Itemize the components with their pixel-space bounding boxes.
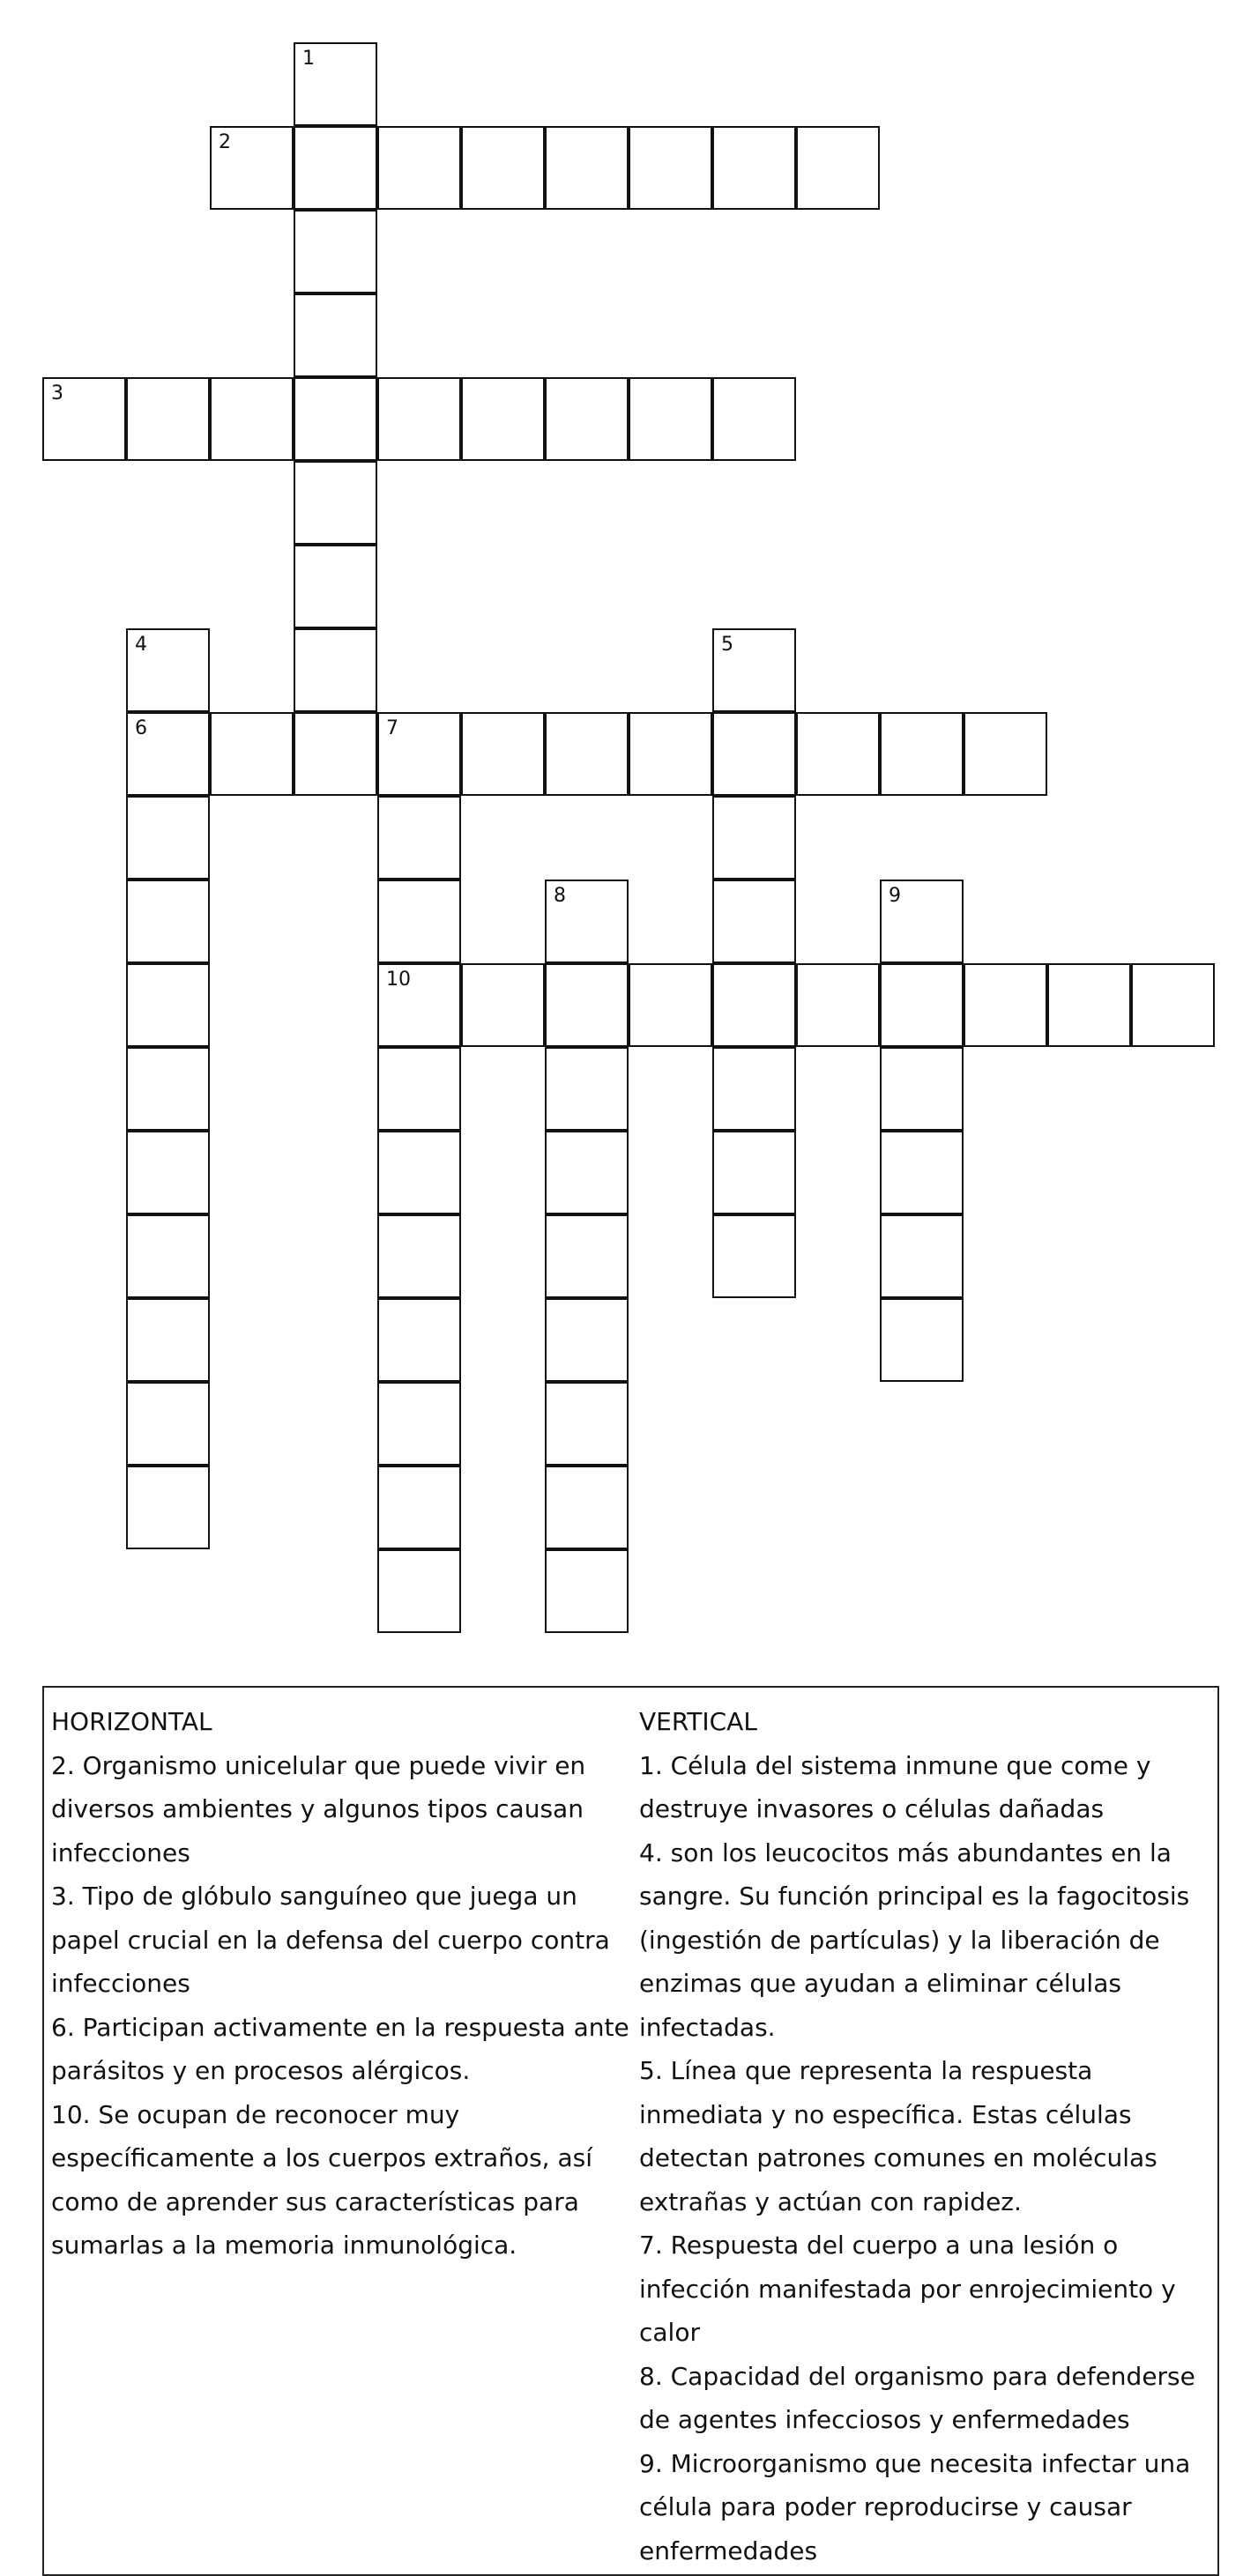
clue-number: 6 [135,717,147,739]
clue-horizontal-6: 6. Participan activamente en la respuesta ante parásitos y en procesos alérgicos. [51,2012,629,2085]
clue-number: 7 [386,717,398,739]
crossword-cell[interactable] [126,628,210,712]
crossword-cell[interactable] [545,1131,629,1214]
crossword-cell[interactable] [712,880,796,963]
crossword-cell[interactable] [210,712,294,796]
crossword-cell[interactable] [712,1047,796,1131]
crossword-cell[interactable] [629,126,712,210]
clue-number: 9 [889,885,901,907]
crossword-cell[interactable] [294,126,377,210]
crossword-cell[interactable] [880,1214,964,1298]
crossword-cell[interactable] [545,1382,629,1466]
crossword-cell[interactable] [126,1131,210,1214]
crossword-cell[interactable] [126,796,210,880]
crossword-cell[interactable] [461,712,545,796]
crossword-cell[interactable] [629,377,712,461]
crossword-cell[interactable] [126,1298,210,1382]
crossword-cell[interactable] [796,712,880,796]
clue-number: 3 [51,382,63,405]
horizontal-clues [51,1700,633,2268]
crossword-cell[interactable] [712,126,796,210]
crossword-cell[interactable] [294,628,377,712]
crossword-cell[interactable] [796,126,880,210]
crossword-cell[interactable] [880,963,964,1047]
crossword-cell[interactable] [42,377,126,461]
crossword-cell[interactable] [377,1549,461,1633]
crossword-cell[interactable] [880,1047,964,1131]
crossword-cell[interactable] [545,1549,629,1633]
vertical-clues [639,1700,1214,2572]
crossword-cell[interactable] [377,712,461,796]
crossword-cell[interactable] [377,963,461,1047]
crossword-cell[interactable] [294,545,377,628]
crossword-cell[interactable] [294,377,377,461]
crossword-cell[interactable] [461,377,545,461]
clue-number: 4 [135,634,147,656]
crossword-cell[interactable] [461,126,545,210]
crossword-cell[interactable] [126,963,210,1047]
clues-box [42,1686,1219,2576]
crossword-cell[interactable] [294,42,377,126]
clue-vertical-9: 9. Microorganismo que necesita infectar una célula para poder reproducirse y causar enfermedades [639,2448,1191,2565]
crossword-cell[interactable] [712,796,796,880]
clue-number: 2 [219,131,231,153]
crossword-cell[interactable] [377,1298,461,1382]
crossword-cell[interactable] [880,1298,964,1382]
crossword-cell[interactable] [126,880,210,963]
crossword-cell[interactable] [1047,963,1131,1047]
crossword-cell[interactable] [126,712,210,796]
clue-number: 8 [554,885,566,907]
crossword-cell[interactable] [377,880,461,963]
crossword-cell[interactable] [712,1131,796,1214]
clue-number: 10 [386,969,411,991]
clue-vertical-5: 5. Línea que representa la respuesta inmediata y no específica. Estas células detectan patrones comunes en moléculas extrañas y actúan con rapidez. [639,2056,1157,2216]
clue-vertical-4: 4. son los leucocitos más abundantes en la sangre. Su función principal es la fagocitosis (ingestión de partículas) y la liberación de enzimas que ayudan a eliminar células infectadas. [639,1837,1190,2042]
crossword-cell[interactable] [377,377,461,461]
crossword-cell[interactable] [712,377,796,461]
clue-horizontal-10: 10. Se ocupan de reconocer muy específicamente a los cuerpos extraños, así como de aprender sus características para sumarlas a la memoria inmunológica. [51,2099,593,2260]
crossword-cell[interactable] [377,1382,461,1466]
crossword-cell[interactable] [294,210,377,293]
clue-vertical-8: 8. Capacidad del organismo para defenderse de agentes infecciosos y enfermedades [639,2361,1195,2434]
crossword-cell[interactable] [712,963,796,1047]
crossword-cell[interactable] [964,963,1047,1047]
crossword-cell[interactable] [545,880,629,963]
crossword-cell[interactable] [377,796,461,880]
crossword-cell[interactable] [629,712,712,796]
clue-number: 1 [302,48,315,70]
clue-number: 5 [721,634,733,656]
crossword-cell[interactable] [377,1131,461,1214]
crossword-cell[interactable] [545,1466,629,1549]
crossword-cell[interactable] [377,1214,461,1298]
crossword-cell[interactable] [377,1466,461,1549]
crossword-cell[interactable] [126,1214,210,1298]
crossword-cell[interactable] [796,963,880,1047]
crossword-cell[interactable] [294,712,377,796]
crossword-cell[interactable] [712,712,796,796]
crossword-cell[interactable] [377,126,461,210]
crossword-cell[interactable] [210,126,294,210]
crossword-cell[interactable] [545,126,629,210]
crossword-cell[interactable] [712,628,796,712]
clue-vertical-7: 7. Respuesta del cuerpo a una lesión o infección manifestada por enrojecimiento y calor [639,2231,1176,2347]
crossword-cell[interactable] [294,461,377,545]
crossword-cell[interactable] [126,1466,210,1549]
crossword-cell[interactable] [126,1047,210,1131]
crossword-cell[interactable] [210,377,294,461]
crossword-cell[interactable] [545,963,629,1047]
crossword-cell[interactable] [964,712,1047,796]
crossword-cell[interactable] [880,880,964,963]
clue-horizontal-2: 2. Organismo unicelular que puede vivir en diversos ambientes y algunos tipos causan infecciones [51,1750,586,1867]
crossword-cell[interactable] [545,377,629,461]
crossword-cell[interactable] [461,963,545,1047]
crossword-cell[interactable] [545,1298,629,1382]
crossword-cell[interactable] [126,377,210,461]
vertical-heading: VERTICAL [639,1707,757,1736]
horizontal-heading: HORIZONTAL [51,1707,212,1736]
crossword-cell[interactable] [545,712,629,796]
crossword-cell[interactable] [880,1131,964,1214]
crossword-cell[interactable] [712,1214,796,1298]
clue-vertical-1: 1. Célula del sistema inmune que come y destruye invasores o células dañadas [639,1750,1151,1823]
crossword-cell[interactable] [629,963,712,1047]
crossword-cell[interactable] [545,1214,629,1298]
crossword-cell[interactable] [377,1047,461,1131]
crossword-cell[interactable] [880,712,964,796]
crossword-cell[interactable] [126,1382,210,1466]
crossword-cell[interactable] [1131,963,1215,1047]
crossword-cell[interactable] [294,293,377,377]
crossword-cell[interactable] [545,1047,629,1131]
clue-horizontal-3: 3. Tipo de glóbulo sanguíneo que juega un papel crucial en la defensa del cuerpo contra infecciones [51,1882,610,1998]
